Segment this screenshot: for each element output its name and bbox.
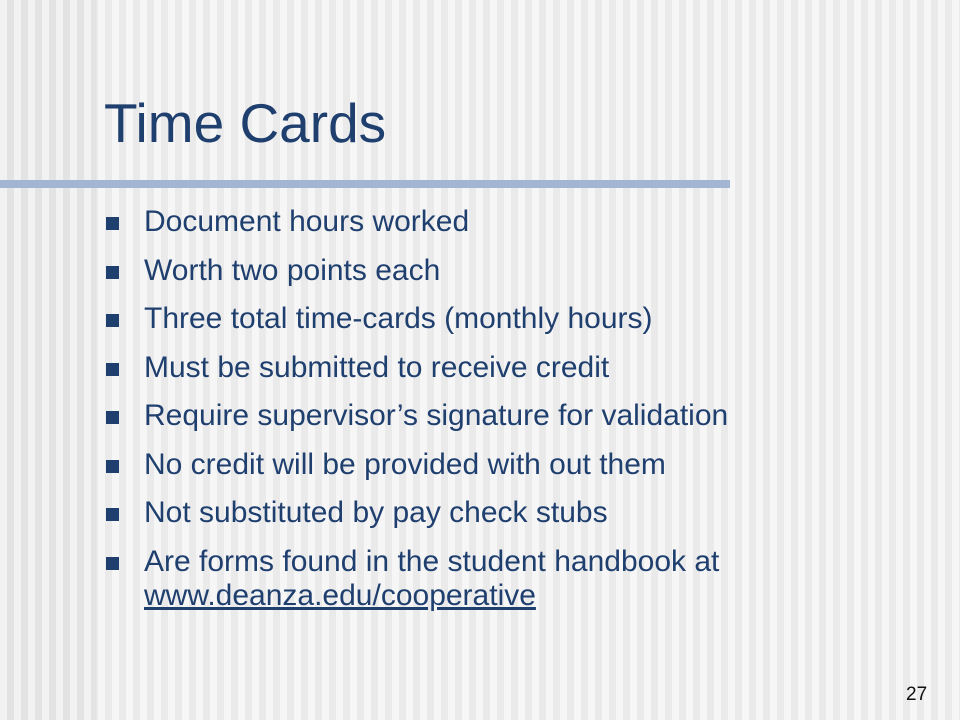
square-bullet-icon — [106, 266, 119, 279]
bullet-text: Are forms found in the student handbook at — [144, 544, 720, 578]
bullet-item — [104, 399, 904, 433]
square-bullet-icon — [106, 217, 119, 230]
bullet-text: Three total time-cards (monthly hours) — [144, 302, 653, 335]
bullet-item — [104, 496, 904, 530]
slide-title: Time Cards — [104, 92, 387, 154]
square-bullet-icon — [106, 411, 119, 424]
bullet-item — [104, 254, 904, 288]
background-band — [0, 0, 96, 720]
square-bullet-icon — [106, 363, 119, 376]
square-bullet-icon — [106, 557, 119, 570]
page-number: 27 — [906, 684, 928, 705]
square-bullet-icon — [106, 314, 119, 327]
bullet-item — [104, 545, 904, 613]
bullet-text: Worth two points each — [144, 253, 441, 287]
bullet-text: Document hours worked — [144, 205, 470, 238]
bullet-item — [104, 448, 904, 482]
bullet-text: Require supervisor’s signature for validation — [144, 399, 729, 432]
bullet-item — [104, 205, 904, 239]
square-bullet-icon — [106, 460, 119, 473]
title-divider — [0, 180, 730, 188]
bullet-text: No credit will be provided with out them — [144, 447, 666, 481]
bullet-item — [104, 302, 904, 336]
bullet-text: Not substituted by pay check stubs — [144, 496, 608, 529]
bullet-text: Must be submitted to receive credit — [144, 350, 610, 384]
bullet-item — [104, 351, 904, 385]
square-bullet-icon — [106, 508, 119, 521]
bullet-list — [104, 205, 904, 627]
handbook-link[interactable]: www.deanza.edu/cooperative — [144, 578, 536, 612]
